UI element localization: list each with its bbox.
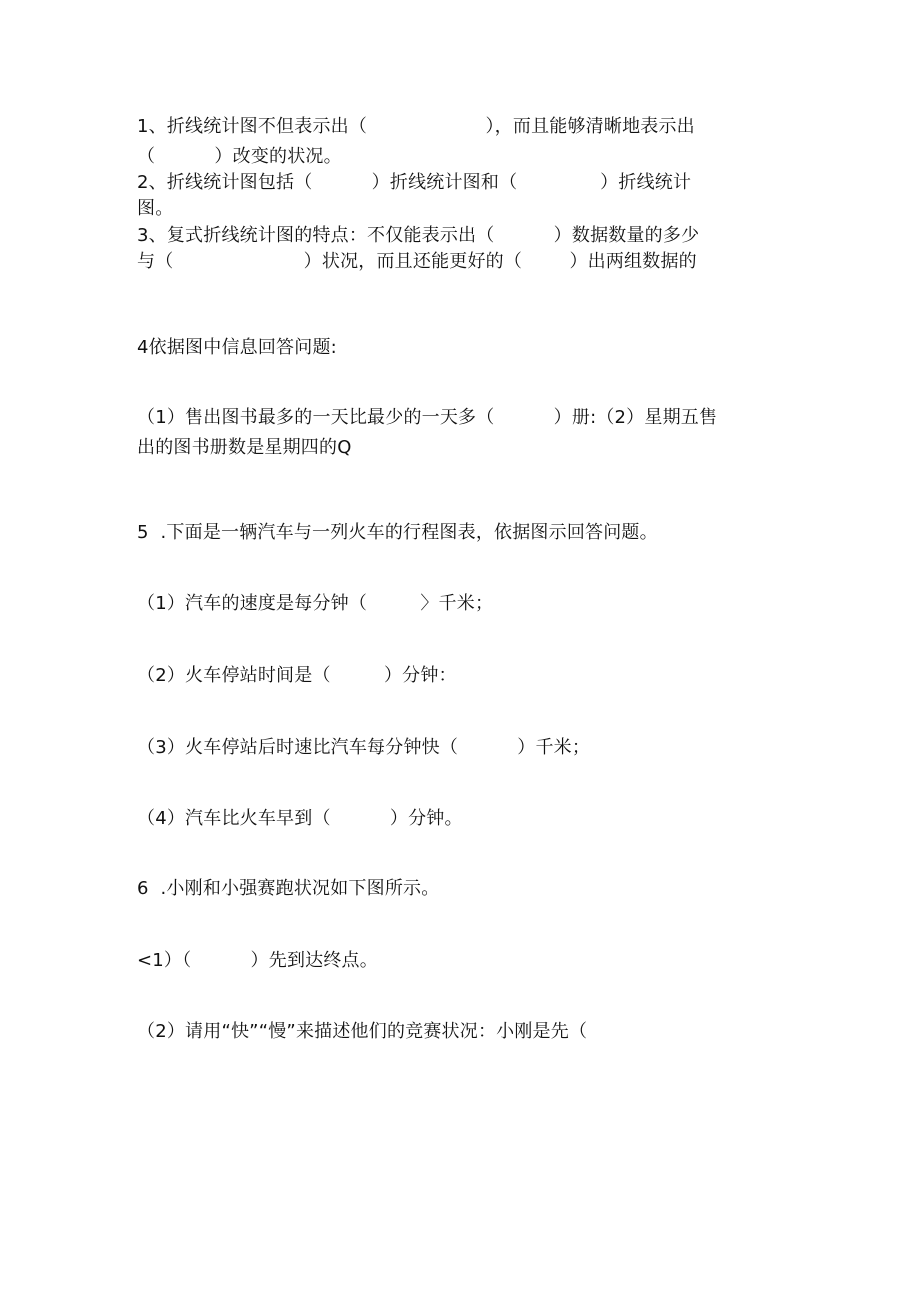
q5-intro: 5 .下面是一辆汽车与一列火车的行程图表，依据图示回答问题。: [137, 522, 658, 543]
q6-sub-2: （2）请用“快”“慢”来描述他们的竞赛状况：小刚是先（: [137, 1021, 588, 1042]
q6-intro: 6 .小刚和小强赛跑状况如下图所示。: [137, 878, 440, 899]
q4-intro: 4依据图中信息回答问题:: [137, 337, 337, 358]
q4-line-2: 出的图书册数是星期四的Q: [137, 437, 352, 458]
q5-sub-1: （1）汽车的速度是每分钟（ 〉千米；: [137, 593, 494, 614]
q2-line-2: 图。: [137, 198, 174, 219]
q3-line-1: 3、复式折线统计图的特点：不仅能表示出（ ）数据数量的多少: [137, 225, 700, 246]
q4-line-1: （1）售出图书最多的一天比最少的一天多（ ）册:（2）星期五售: [137, 407, 718, 428]
q1-line-1: 1、折线统计图不但表示出（ ），而且能够清晰地表示出: [137, 116, 695, 137]
q5-sub-3: （3）火车停站后时速比汽车每分钟快（ ）千米；: [137, 737, 591, 758]
q3-line-2: 与（ ）状况，而且还能更好的（ ）出两组数据的: [137, 251, 697, 272]
q2-line-1: 2、折线统计图包括（ ）折线统计图和（ ）折线统计: [137, 172, 692, 193]
q1-line-2: （ ）改变的状况。: [137, 146, 342, 167]
q6-sub-1: <1）（ ）先到达终点。: [137, 950, 378, 971]
q5-sub-4: （4）汽车比火车早到（ ）分钟。: [137, 808, 463, 829]
q5-sub-2: （2）火车停站时间是（ ）分钟：: [137, 665, 457, 686]
